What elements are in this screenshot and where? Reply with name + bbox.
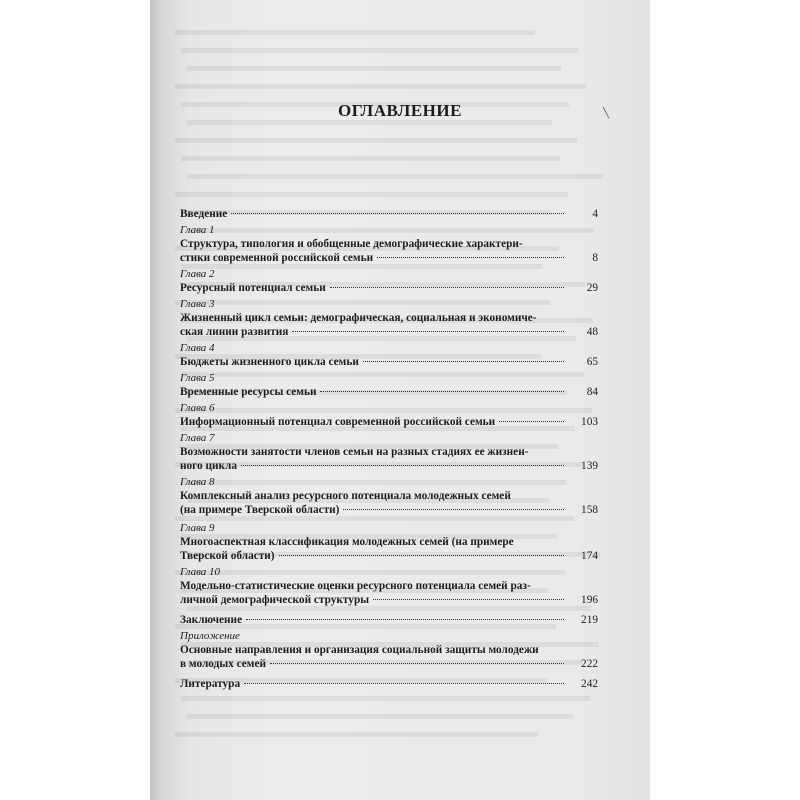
toc-page-number: 48	[586, 326, 598, 338]
toc-entry-line	[180, 503, 598, 517]
toc-entry	[180, 431, 598, 473]
bleed-through-line	[175, 138, 577, 143]
bleed-through-line	[181, 48, 578, 53]
toc-entry-line	[180, 355, 598, 369]
toc-entry-title: Информационный потенциал современной российской семьи	[180, 416, 496, 428]
toc-entry	[180, 401, 598, 429]
dot-leader	[244, 683, 564, 684]
dot-leader	[320, 391, 564, 392]
toc-chapter-label: Глава 10	[180, 566, 221, 578]
toc-page-number: 65	[586, 356, 598, 368]
dot-leader	[343, 509, 564, 510]
bleed-through-line	[175, 732, 538, 737]
toc-entry-line	[180, 459, 598, 473]
dot-leader	[377, 257, 564, 258]
toc-entry-title: Многоаспектная классификация молодежных семей (на примере	[180, 536, 514, 548]
toc-entry	[180, 223, 598, 265]
toc-entry-line	[180, 415, 598, 429]
toc-entry-title: ская линии развития	[180, 326, 289, 338]
toc-entry	[180, 629, 598, 671]
toc-entry	[180, 521, 598, 563]
toc-chapter-label: Глава 1	[180, 224, 215, 236]
toc-entry-title: Ресурсный потенциал семьи	[180, 282, 326, 294]
toc-entry-title: Модельно-статистические оценки ресурсного потенциала семей раз-	[180, 580, 531, 592]
bleed-through-line	[175, 192, 568, 197]
toc-entry	[180, 613, 598, 627]
toc-chapter-label: Глава 2	[180, 268, 215, 280]
toc-entry-title: Основные направления и организация социальной защиты молодежи	[180, 644, 539, 656]
toc-chapter-label: Глава 9	[180, 522, 215, 534]
dot-leader	[231, 213, 564, 214]
toc-entry-title: Бюджеты жизненного цикла семьи	[180, 356, 359, 368]
toc-entry-line	[180, 251, 598, 265]
toc-page-number: 158	[581, 504, 598, 516]
toc-page-number: 242	[581, 678, 598, 690]
toc-entry-title: стики современной российской семьи	[180, 252, 374, 264]
toc-entry	[180, 677, 598, 691]
toc-chapter-label: Глава 4	[180, 342, 215, 354]
toc-entry-title: Возможности занятости членов семьи на разных стадиях ее жизнен-	[180, 446, 529, 458]
toc-entry-title: Временные ресурсы семьи	[180, 386, 317, 398]
toc-entry	[180, 341, 598, 369]
toc-entry-line	[180, 385, 598, 399]
toc-entry-title: (на примере Тверской области)	[180, 504, 340, 516]
dot-leader	[292, 331, 564, 332]
toc-entry-title: Жизненный цикл семьи: демографическая, социальная и экономиче-	[180, 312, 537, 324]
bleed-through-line	[175, 84, 586, 89]
toc-entry	[180, 297, 598, 339]
toc-entry-line	[180, 207, 598, 221]
toc-entry-line	[180, 281, 598, 295]
dot-leader	[270, 663, 564, 664]
toc-entry-line	[180, 593, 598, 607]
dot-leader	[246, 619, 564, 620]
bleed-through-line	[187, 714, 573, 719]
bleed-through-line	[187, 174, 603, 179]
toc-entry-line	[180, 677, 598, 691]
toc-entry-title: Комплексный анализ ресурсного потенциала молодежных семей	[180, 490, 511, 502]
toc-page-number: 139	[581, 460, 598, 472]
toc-chapter-label: Глава 8	[180, 476, 215, 488]
toc-entry-title: Тверской области)	[180, 550, 275, 562]
table-of-contents	[180, 207, 598, 691]
toc-page-number: 174	[581, 550, 598, 562]
bleed-through-line	[181, 696, 590, 701]
toc-chapter-label: Приложение	[180, 630, 240, 642]
toc-entry	[180, 267, 598, 295]
toc-page-number: 29	[586, 282, 598, 294]
toc-entry-title: Введение	[180, 208, 228, 220]
toc-entry	[180, 371, 598, 399]
dot-leader	[363, 361, 564, 362]
toc-entry-line	[180, 657, 598, 671]
toc-page-number: 222	[581, 658, 598, 670]
toc-entry-line	[180, 613, 598, 627]
toc-page-number: 196	[581, 594, 598, 606]
page-title: ОГЛАВЛЕНИЕ	[338, 101, 462, 120]
toc-entry-title: в молодых семей	[180, 658, 267, 670]
bleed-through-line	[181, 156, 560, 161]
dot-leader	[279, 555, 564, 556]
toc-chapter-label: Глава 7	[180, 432, 215, 444]
dot-leader	[373, 599, 564, 600]
toc-entry-title: Структура, типология и обобщенные демографические характери-	[180, 238, 523, 250]
dot-leader	[241, 465, 564, 466]
dot-leader	[499, 421, 564, 422]
toc-entry	[180, 475, 598, 517]
toc-entry	[180, 565, 598, 607]
toc-entry-title: ного цикла	[180, 460, 237, 472]
bleed-through-line	[175, 30, 535, 35]
toc-entry-title: Литература	[180, 678, 241, 690]
toc-entry-title: личной демографической структуры	[180, 594, 370, 606]
toc-entry-line	[180, 549, 598, 563]
toc-entry-title: Заключение	[180, 614, 243, 626]
toc-page-number: 84	[586, 386, 598, 398]
toc-chapter-label: Глава 5	[180, 372, 215, 384]
toc-page-number: 4	[592, 208, 598, 220]
page-mark: ╲	[603, 108, 610, 119]
toc-page-number: 103	[581, 416, 598, 428]
toc-page-number: 219	[581, 614, 598, 626]
dot-leader	[330, 287, 564, 288]
toc-chapter-label: Глава 3	[180, 298, 215, 310]
toc-chapter-label: Глава 6	[180, 402, 215, 414]
toc-page-number: 8	[592, 252, 598, 264]
bleed-through-line	[187, 66, 561, 71]
toc-entry-line	[180, 325, 598, 339]
toc-entry	[180, 207, 598, 221]
